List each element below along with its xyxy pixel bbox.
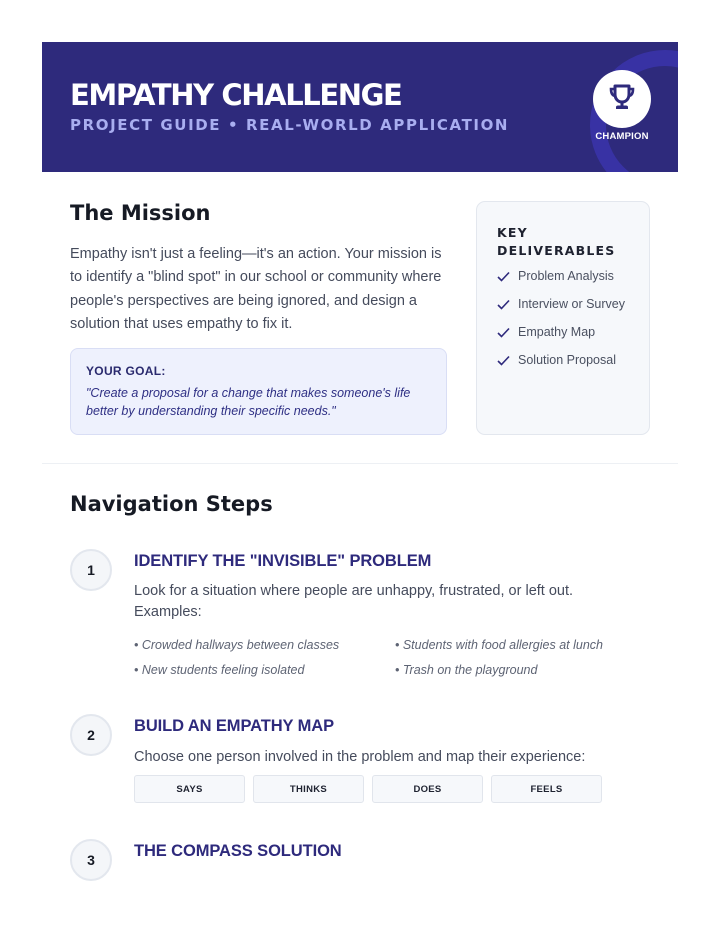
deliverables-card xyxy=(476,201,650,435)
step-title: IDENTIFY THE "INVISIBLE" PROBLEM xyxy=(134,552,432,570)
page-title: EMPATHY CHALLENGE xyxy=(70,78,402,112)
deliverable-label: Empathy Map xyxy=(518,325,596,339)
goal-quote: "Create a proposal for a change that makes someone's life better by understanding their specific needs." xyxy=(86,386,411,418)
mission-body: Empathy isn't just a feeling—it's an action. Your mission is to identify a "blind spot" in our school or community where people's perspectives are being ignored, and design a solution that uses empathy to fix it. xyxy=(70,246,442,332)
deliverable-label: Solution Proposal xyxy=(518,353,616,367)
example-item: • Trash on the playground xyxy=(395,663,538,677)
empathy-map-feels: FEELS xyxy=(491,775,602,803)
deliverable-item xyxy=(497,296,629,313)
header-banner xyxy=(42,42,678,172)
step-number-badge: 3 xyxy=(70,839,112,881)
champion-badge xyxy=(593,70,651,128)
goal-label: YOUR GOAL: xyxy=(86,364,166,378)
empathy-map-thinks: THINKS xyxy=(253,775,364,803)
step-description: Choose one person involved in the problem and map their experience: xyxy=(134,749,586,765)
step-description: Look for a situation where people are unhappy, frustrated, or left out. Examples: xyxy=(134,583,574,620)
section-divider xyxy=(42,463,678,464)
deliverables-heading: KEY DELIVERABLES xyxy=(497,225,616,258)
checkmark-icon xyxy=(497,355,511,366)
step-title: THE COMPASS SOLUTION xyxy=(134,842,342,860)
empathy-map-does: DOES xyxy=(372,775,483,803)
example-item: • New students feeling isolated xyxy=(134,663,305,677)
checkmark-icon xyxy=(497,299,511,310)
trophy-icon xyxy=(605,80,639,119)
step-number-badge: 2 xyxy=(70,714,112,756)
empathy-map-says: SAYS xyxy=(134,775,245,803)
page-subtitle: PROJECT GUIDE • REAL-WORLD APPLICATION xyxy=(70,116,510,134)
example-item: • Students with food allergies at lunch xyxy=(395,638,603,652)
goal-callout xyxy=(70,348,447,435)
deliverable-label: Interview or Survey xyxy=(518,297,625,311)
deliverable-item xyxy=(497,324,629,341)
step-number-badge: 1 xyxy=(70,549,112,591)
step-title: BUILD AN EMPATHY MAP xyxy=(134,717,334,735)
deliverable-item xyxy=(497,352,629,369)
deliverable-item xyxy=(497,268,629,285)
navigation-heading: Navigation Steps xyxy=(70,492,273,516)
badge-label: CHAMPION xyxy=(595,131,649,142)
example-item: • Crowded hallways between classes xyxy=(134,638,340,652)
checkmark-icon xyxy=(497,327,511,338)
mission-heading: The Mission xyxy=(70,201,211,225)
checkmark-icon xyxy=(497,271,511,282)
deliverable-label: Problem Analysis xyxy=(518,269,614,283)
